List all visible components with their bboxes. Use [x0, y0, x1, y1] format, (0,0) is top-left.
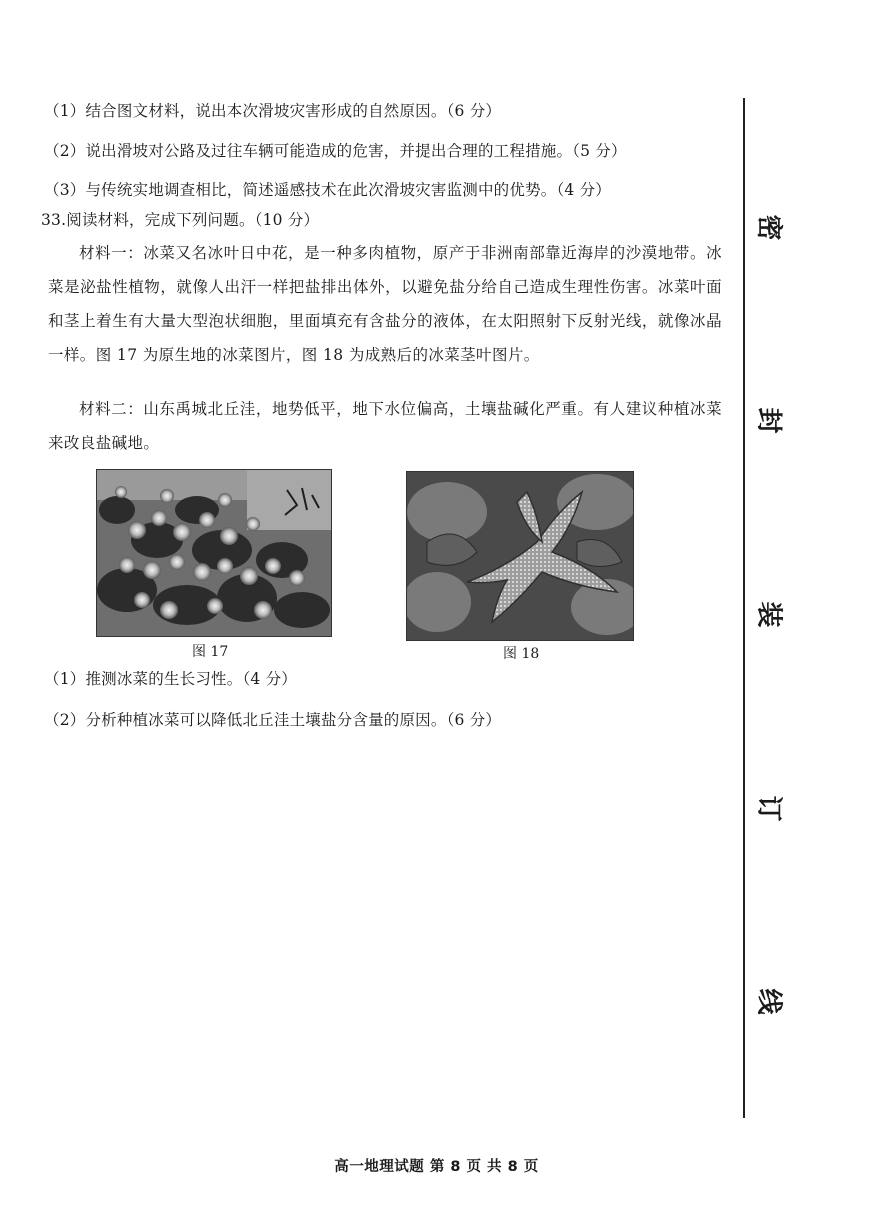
q33-material-2: 材料二：山东禹城北丘洼，地势低平，地下水位偏高，土壤盐碱化严重。有人建议种植冰菜来改良盐碱地。: [48, 400, 722, 452]
figure-17-ice-plant-habitat: [96, 469, 332, 637]
ice-plant-habitat-photo: [97, 470, 331, 636]
q33-sub-2: （2）分析种植冰菜可以降低北丘洼土壤盐分含量的原因。（6 分）: [44, 711, 502, 729]
figure-18-ice-plant-leaves: [406, 471, 634, 641]
binding-line: [743, 98, 745, 1118]
q33-material-1: 材料一：冰菜又名冰叶日中花，是一种多肉植物，原产于非洲南部靠近海岸的沙漠地带。冰菜是泌盐性植物，就像人出汗一样把盐排出体外，以避免盐分给自己造成生理性伤害。冰菜叶面和茎上着生有大量大型泡状细胞，里面填充有含盐分的液体，在太阳照射下反射光线，就像冰晶一样。图 17 为原生地的冰菜图片，图 18 为成熟后的冰菜茎叶图片。: [48, 244, 722, 364]
binding-char-ding: 订: [753, 795, 784, 822]
q33-heading: 33.阅读材料，完成下列问题。（10 分）: [41, 211, 320, 229]
q32-sub-2: （2）说出滑坡对公路及过往车辆可能造成的危害，并提出合理的工程措施。（5 分）: [44, 142, 627, 160]
q33-sub-1: （1）推测冰菜的生长习性。（4 分）: [44, 670, 298, 688]
figure-18-caption: 图 18: [503, 646, 540, 662]
binding-char-feng: 封: [753, 407, 784, 434]
figure-17-caption: 图 17: [192, 644, 229, 660]
page-footer: 高一地理试题 第 8 页 共 8 页: [334, 1159, 539, 1175]
binding-char-xian: 线: [753, 988, 784, 1015]
binding-char-zhuang: 装: [753, 601, 784, 628]
ice-plant-leaves-photo: [407, 472, 633, 640]
q32-sub-3: （3）与传统实地调查相比，简述遥感技术在此次滑坡灾害监测中的优势。（4 分）: [44, 181, 612, 199]
binding-char-mi: 密: [753, 214, 784, 241]
q32-sub-1: （1）结合图文材料，说出本次滑坡灾害形成的自然原因。（6 分）: [44, 102, 502, 120]
